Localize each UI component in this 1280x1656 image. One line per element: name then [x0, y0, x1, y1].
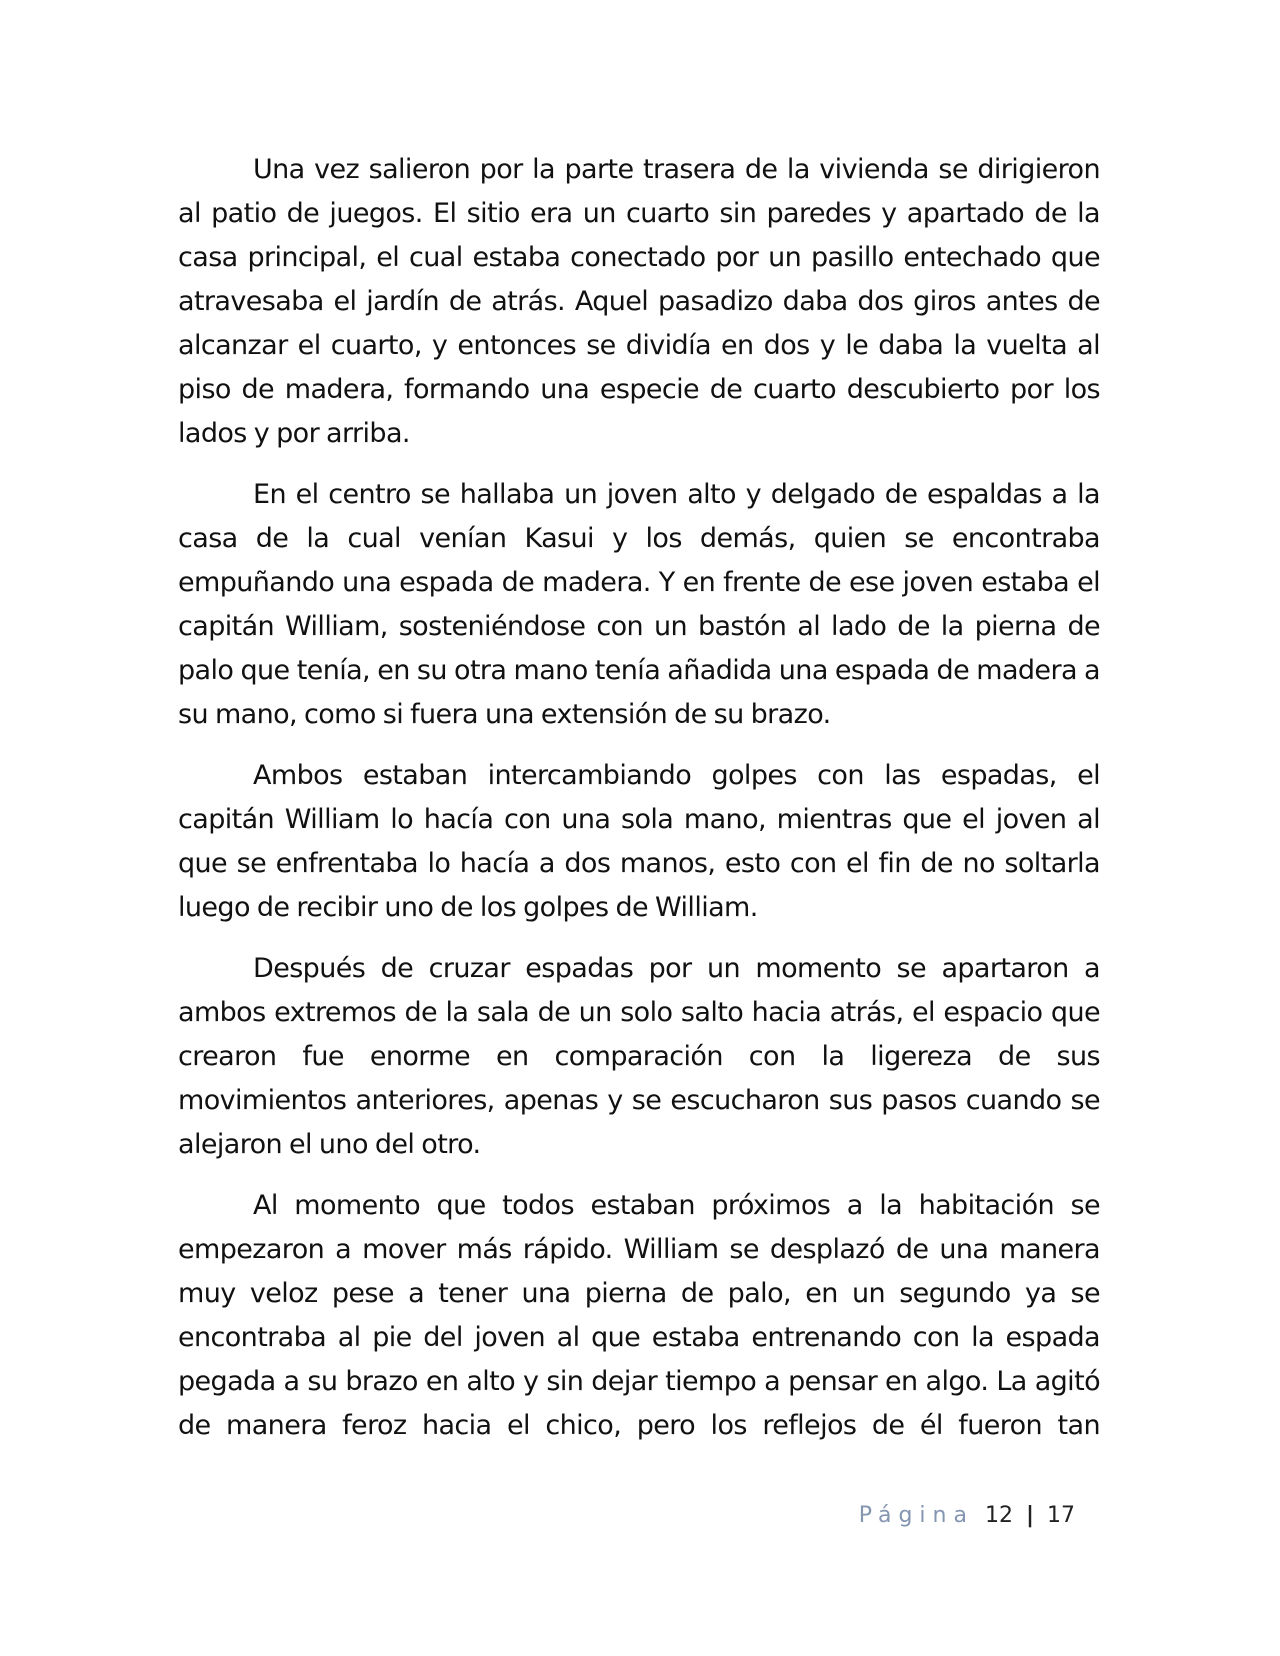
page-label: Página: [858, 1503, 974, 1528]
page-separator: |: [1025, 1503, 1034, 1528]
paragraph-2: En el centro se hallaba un joven alto y delgado de espaldas a la casa de la cual venían Kasui y los demás, quien se encontraba empuñando una espada de madera. Y en frente de ese joven estaba el capitán William, sosteniéndose con un bastón al lado de la pierna de palo que tenía, en su otra mano tenía añadida una espada de madera a su mano, como si fuera una extensión de su brazo.: [178, 479, 1100, 730]
current-page-number: 12: [984, 1503, 1013, 1528]
paragraph-4: Después de cruzar espadas por un momento se apartaron a ambos extremos de la sala de un solo salto hacia atrás, el espacio que crearon fue enorme en comparación con la ligereza de sus movimientos anteriores, apenas y se escucharon sus pasos cuando se alejaron el uno del otro.: [178, 953, 1100, 1160]
total-pages-number: 17: [1047, 1503, 1075, 1528]
body-text: [178, 148, 1100, 1448]
paragraph-1: Una vez salieron por la parte trasera de la vivienda se dirigieron al patio de juegos. El sitio era un cuarto sin paredes y apartado de la casa principal, el cual estaba conectado por un pasillo entechado que atravesaba el jardín de atrás. Aquel pasadizo daba dos giros antes de alcanzar el cuarto, y entonces se dividía en dos y le daba la vuelta al piso de madera, formando una especie de cuarto descubierto por los lados y por arriba.: [178, 154, 1100, 449]
page-footer: [0, 1503, 1075, 1528]
paragraph-5: Al momento que todos estaban próximos a la habitación se empezaron a mover más rápido. William se desplazó de una manera muy veloz pese a tener una pierna de palo, en un segundo ya se encontraba al pie del joven al que estaba entrenando con la espada pegada a su brazo en alto y sin dejar tiempo a pensar en algo. La agitó de manera feroz hacia el chico, pero los reflejos de él fueron tan: [178, 1190, 1100, 1441]
paragraph-3: Ambos estaban intercambiando golpes con las espadas, el capitán William lo hacía con una sola mano, mientras que el joven al que se enfrentaba lo hacía a dos manos, esto con el fin de no soltarla luego de recibir uno de los golpes de William.: [178, 760, 1100, 923]
